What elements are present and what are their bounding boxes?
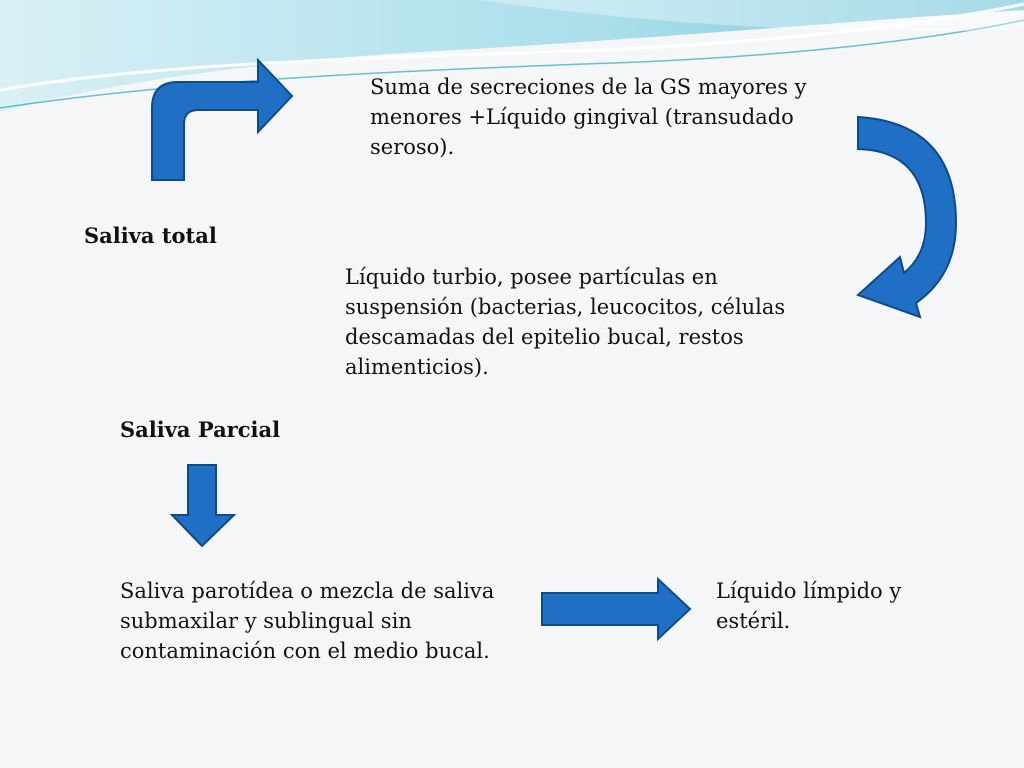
bent-arrow-up-right [150, 58, 295, 183]
text-total-composition: Suma de secreciones de la GS mayores y menores +Líquido gingival (transudado seroso). [370, 75, 807, 159]
curved-arrow-down-left [856, 115, 961, 330]
text-total-description: Líquido turbio, posee partículas en suspensión (bacterias, leucocitos, células descamadas del epitelio bucal, restos alimenticios). [345, 265, 786, 379]
text-parcial-composition: Saliva parotídea o mezcla de saliva submaxilar y sublingual sin contaminación con el medio bucal. [120, 579, 495, 663]
label-saliva-total: Saliva total [84, 223, 217, 248]
down-arrow [170, 463, 236, 548]
right-arrow [540, 577, 692, 641]
label-saliva-parcial: Saliva Parcial [120, 417, 281, 442]
text-parcial-description: Líquido límpido y estéril. [716, 579, 902, 633]
